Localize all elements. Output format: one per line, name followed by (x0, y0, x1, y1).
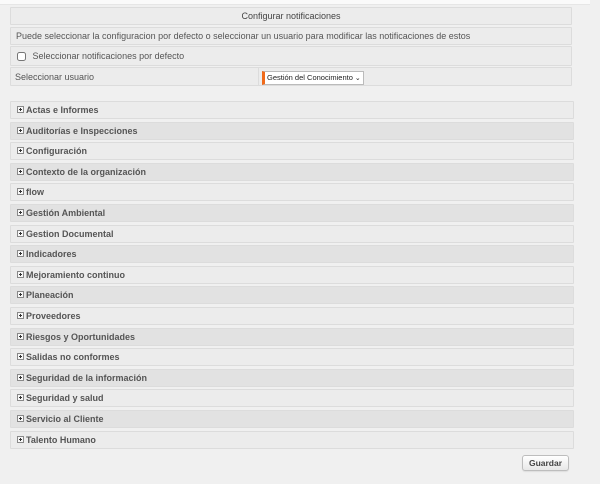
section-row[interactable] (10, 163, 574, 181)
expand-plus-icon[interactable] (17, 127, 24, 134)
expand-plus-icon[interactable] (17, 106, 24, 113)
section-row[interactable] (10, 369, 574, 387)
expand-plus-icon[interactable] (17, 209, 24, 216)
expand-plus-icon[interactable] (17, 333, 24, 340)
section-label: Contexto de la organización (26, 167, 147, 177)
save-button[interactable]: Guardar (522, 455, 569, 471)
section-label: Talento Humano (26, 435, 96, 445)
expand-plus-icon[interactable] (17, 250, 24, 257)
expand-plus-icon[interactable] (17, 230, 24, 237)
section-label: flow (26, 187, 44, 197)
section-row[interactable] (10, 431, 574, 449)
top-border (0, 0, 590, 5)
select-user-row (10, 67, 572, 86)
section-label: Mejoramiento continuo (26, 270, 125, 280)
section-row[interactable] (10, 286, 574, 304)
chevron-down-icon: ⌄ (354, 75, 361, 82)
default-notifications-row (10, 46, 572, 66)
section-row[interactable] (10, 204, 574, 222)
select-user-label: Seleccionar usuario (15, 72, 95, 82)
expand-plus-icon[interactable] (17, 415, 24, 422)
expand-plus-icon[interactable] (17, 271, 24, 278)
section-label: Auditorías e Inspecciones (26, 126, 138, 136)
section-row[interactable] (10, 101, 574, 119)
page-title: Configurar notificaciones (10, 7, 572, 25)
expand-plus-icon[interactable] (17, 353, 24, 360)
section-row[interactable] (10, 410, 574, 428)
section-label: Servicio al Cliente (26, 414, 104, 424)
expand-plus-icon[interactable] (17, 147, 24, 154)
description-text: Puede seleccionar la configuracion por defecto o seleccionar un usuario para modificar las notificaciones de estos (10, 27, 572, 45)
expand-plus-icon[interactable] (17, 312, 24, 319)
default-notifications-checkbox[interactable] (17, 52, 26, 61)
expand-plus-icon[interactable] (17, 168, 24, 175)
section-row[interactable] (10, 266, 574, 284)
section-row[interactable] (10, 225, 574, 243)
section-label: Seguridad de la información (26, 373, 148, 383)
section-label: Seguridad y salud (26, 393, 104, 403)
expand-plus-icon[interactable] (17, 291, 24, 298)
section-row[interactable] (10, 348, 574, 366)
section-row[interactable] (10, 142, 574, 160)
user-select-value: Gestión del Conocimiento (267, 73, 353, 82)
section-label: Indicadores (26, 249, 77, 259)
user-select-dropdown[interactable] (262, 71, 364, 85)
expand-plus-icon[interactable] (17, 374, 24, 381)
expand-plus-icon[interactable] (17, 188, 24, 195)
section-label: Proveedores (26, 311, 81, 321)
expand-plus-icon[interactable] (17, 436, 24, 443)
section-row[interactable] (10, 328, 574, 346)
cell-divider (258, 68, 259, 85)
section-row[interactable] (10, 307, 574, 325)
section-row[interactable] (10, 389, 574, 407)
section-label: Actas e Informes (26, 105, 99, 115)
section-row[interactable] (10, 122, 574, 140)
section-label: Configuración (26, 146, 87, 156)
section-row[interactable] (10, 245, 574, 263)
section-label: Planeación (26, 290, 74, 300)
section-label: Salidas no conformes (26, 352, 120, 362)
section-label: Riesgos y Oportunidades (26, 332, 136, 342)
section-label: Gestion Documental (26, 229, 114, 239)
default-notifications-label[interactable]: Seleccionar notificaciones por defecto (32, 51, 185, 62)
section-label: Gestión Ambiental (26, 208, 106, 218)
section-row[interactable] (10, 183, 574, 201)
expand-plus-icon[interactable] (17, 394, 24, 401)
